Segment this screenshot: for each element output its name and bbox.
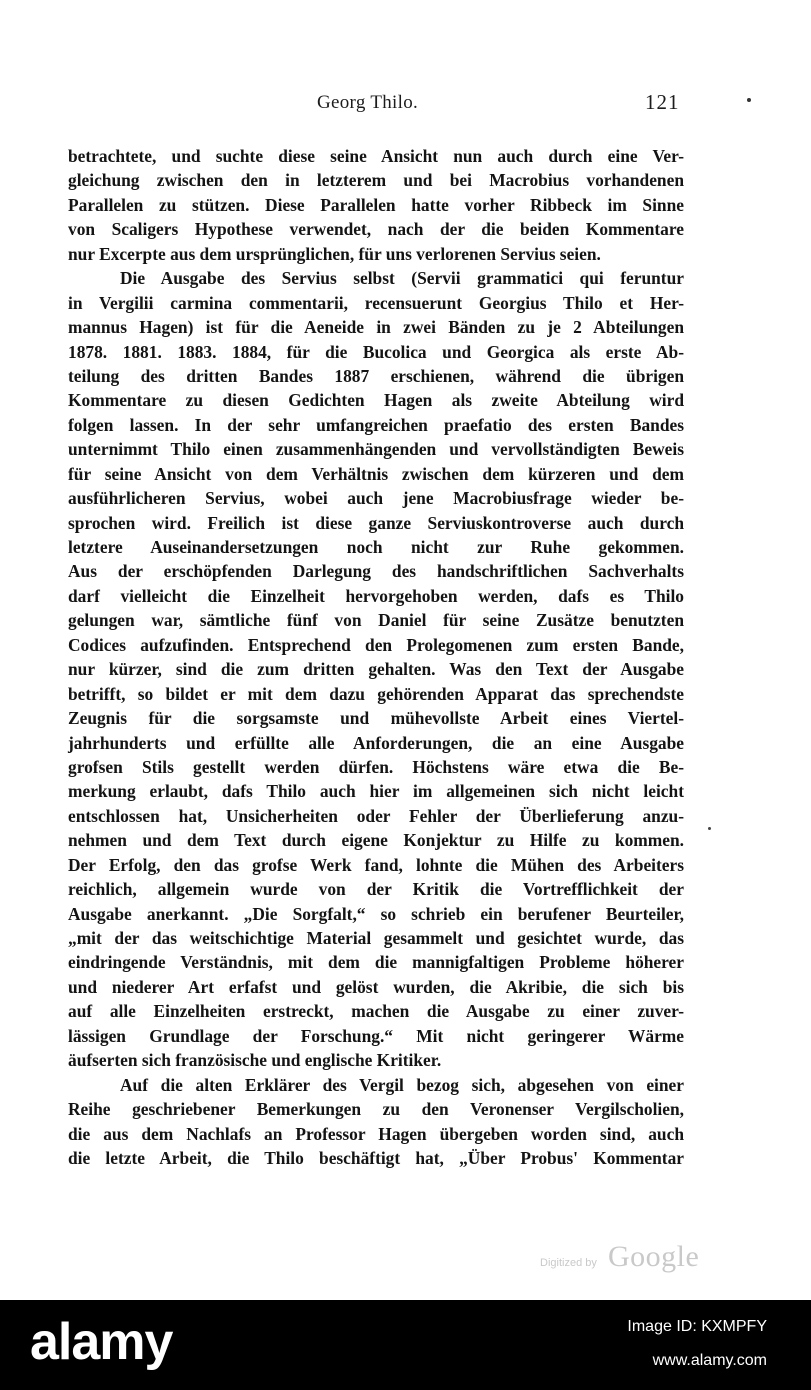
text-line: die letzte Arbeit, die Thilo beschäftigt hat, „Über Probus' Kommentar: [68, 1147, 684, 1168]
text-line: Aus der erschöpfenden Darlegung des handschriftlichen Sachverhalts: [68, 561, 684, 582]
alamy-logo: alamy: [30, 1313, 173, 1371]
text-line: Parallelen zu stützen. Diese Parallelen hatte vorher Ribbeck im Sinne: [68, 194, 684, 215]
text-line: Kommentare zu diesen Gedichten Hagen als zweite Abteilung wird: [68, 390, 684, 411]
text-line: entschlossen hat, Unsicherheiten oder Fehler der Überlieferung anzu-: [68, 805, 684, 826]
text-line: Zeugnis für die sorgsamste und mühevollste Arbeit eines Viertel-: [68, 708, 684, 729]
ink-speck-margin: [708, 827, 711, 830]
text-line: Codices aufzufinden. Entsprechend den Prolegomenen zum ersten Bande,: [68, 634, 684, 655]
text-line: ausführlicheren Servius, wobei auch jene Macrobiusfrage wieder be-: [68, 488, 684, 509]
text-line: nur Excerpte aus dem ursprünglichen, für uns verlorenen Servius seien.: [68, 243, 601, 264]
text-line: Reihe geschriebener Bemerkungen zu den Veronenser Vergilscholien,: [68, 1099, 684, 1120]
text-line: betrachtete, und suchte diese seine Ansicht nun auch durch eine Ver-: [68, 146, 684, 166]
text-line: 1878. 1881. 1883. 1884, für die Bucolica und Georgica als erste Ab-: [68, 341, 684, 362]
text-line: Der Erfolg, den das grofse Werk fand, lohnte die Mühen des Arbeiters: [68, 854, 684, 875]
text-line: letztere Auseinandersetzungen noch nicht zur Ruhe gekommen.: [68, 537, 684, 557]
text-line: folgen lassen. In der sehr umfangreichen praefatio des ersten Bandes: [68, 414, 684, 435]
text-line: eindringende Verständnis, mit dem die mannigfaltigen Probleme höherer: [68, 952, 684, 973]
ink-speck: [747, 98, 751, 102]
text-line: die aus dem Nachlafs an Professor Hagen übergeben worden sind, auch: [68, 1123, 684, 1144]
site-url: www.alamy.com: [652, 1352, 767, 1369]
text-line: gelungen war, sämtliche fünf von Daniel für seine Zusätze benutzten: [68, 610, 684, 631]
text-line: Auf die alten Erklärer des Vergil bezog sich, abgesehen von einer: [120, 1074, 684, 1095]
text-line: und niederer Art erfafst und gelöst wurden, die Akribie, die sich bis: [68, 976, 684, 997]
text-line: unternimmt Thilo einen zusammenhängenden und vervollständigten Beweis: [68, 439, 684, 460]
text-line: auf alle Einzelheiten erstreckt, machen die Ausgabe zu einer zuver-: [68, 1001, 684, 1022]
text-line: Die Ausgabe des Servius selbst (Servii grammatici qui feruntur: [120, 268, 684, 289]
text-line: lässigen Grundlage der Forschung.“ Mit nicht geringerer Wärme: [68, 1025, 684, 1046]
text-line: mannus Hagen) ist für die Aeneide in zwei Bänden zu je 2 Abteilungen: [68, 317, 684, 338]
google-wordmark: Google: [608, 1240, 700, 1273]
digitized-by-label: Digitized by: [540, 1257, 597, 1269]
text-line: darf vielleicht die Einzelheit hervorgehoben werden, dafs es Thilo: [68, 585, 684, 606]
text-line: nur kürzer, sind die zum dritten gehalten. Was den Text der Ausgabe: [68, 659, 684, 680]
text-line: in Vergilii carmina commentarii, recensuerunt Georgius Thilo et Her-: [68, 292, 684, 313]
text-line: betrifft, so bildet er mit dem dazu gehörenden Apparat das sprechendste: [68, 683, 684, 704]
body-text: [68, 144, 684, 1170]
text-line: reichlich, allgemein wurde von der Kritik die Vortrefflichkeit der: [68, 879, 684, 900]
text-line: gleichung zwischen den in letzterem und bei Macrobius vorhandenen: [68, 170, 684, 191]
page-number: 121: [645, 90, 680, 114]
text-line: jahrhunderts und erfüllte alle Anforderungen, die an eine Ausgabe: [68, 732, 684, 753]
text-line: teilung des dritten Bandes 1887 erschienen, während die übrigen: [68, 365, 684, 386]
running-title: Georg Thilo.: [317, 92, 419, 113]
text-line: merkung erlaubt, dafs Thilo auch hier im allgemeinen sich nicht leicht: [68, 781, 684, 802]
text-line: grofsen Stils gestellt werden dürfen. Höchstens wäre etwa die Be-: [68, 756, 684, 777]
text-line: nehmen und dem Text durch eigene Konjektur zu Hilfe zu kommen.: [68, 830, 684, 851]
text-line: „mit der das weitschichtige Material gesammelt und gesichtet wurde, das: [68, 928, 684, 948]
text-line: Ausgabe anerkannt. „Die Sorgfalt,“ so schrieb ein berufener Beurteiler,: [68, 903, 684, 924]
stock-banner: [0, 1300, 811, 1390]
text-line: äufserten sich französische und englische Kritiker.: [68, 1050, 442, 1071]
digitized-watermark: [540, 1240, 720, 1280]
image-id-label: Image ID: KXMPFY: [627, 1318, 767, 1335]
text-line: für seine Ansicht von dem Verhältnis zwischen dem kürzeren und dem: [68, 463, 684, 484]
text-line: von Scaligers Hypothese verwendet, nach der die beiden Kommentare: [68, 219, 684, 240]
text-line: sprochen wird. Freilich ist diese ganze Serviuskontroverse auch durch: [68, 512, 684, 533]
running-header: [0, 92, 811, 122]
